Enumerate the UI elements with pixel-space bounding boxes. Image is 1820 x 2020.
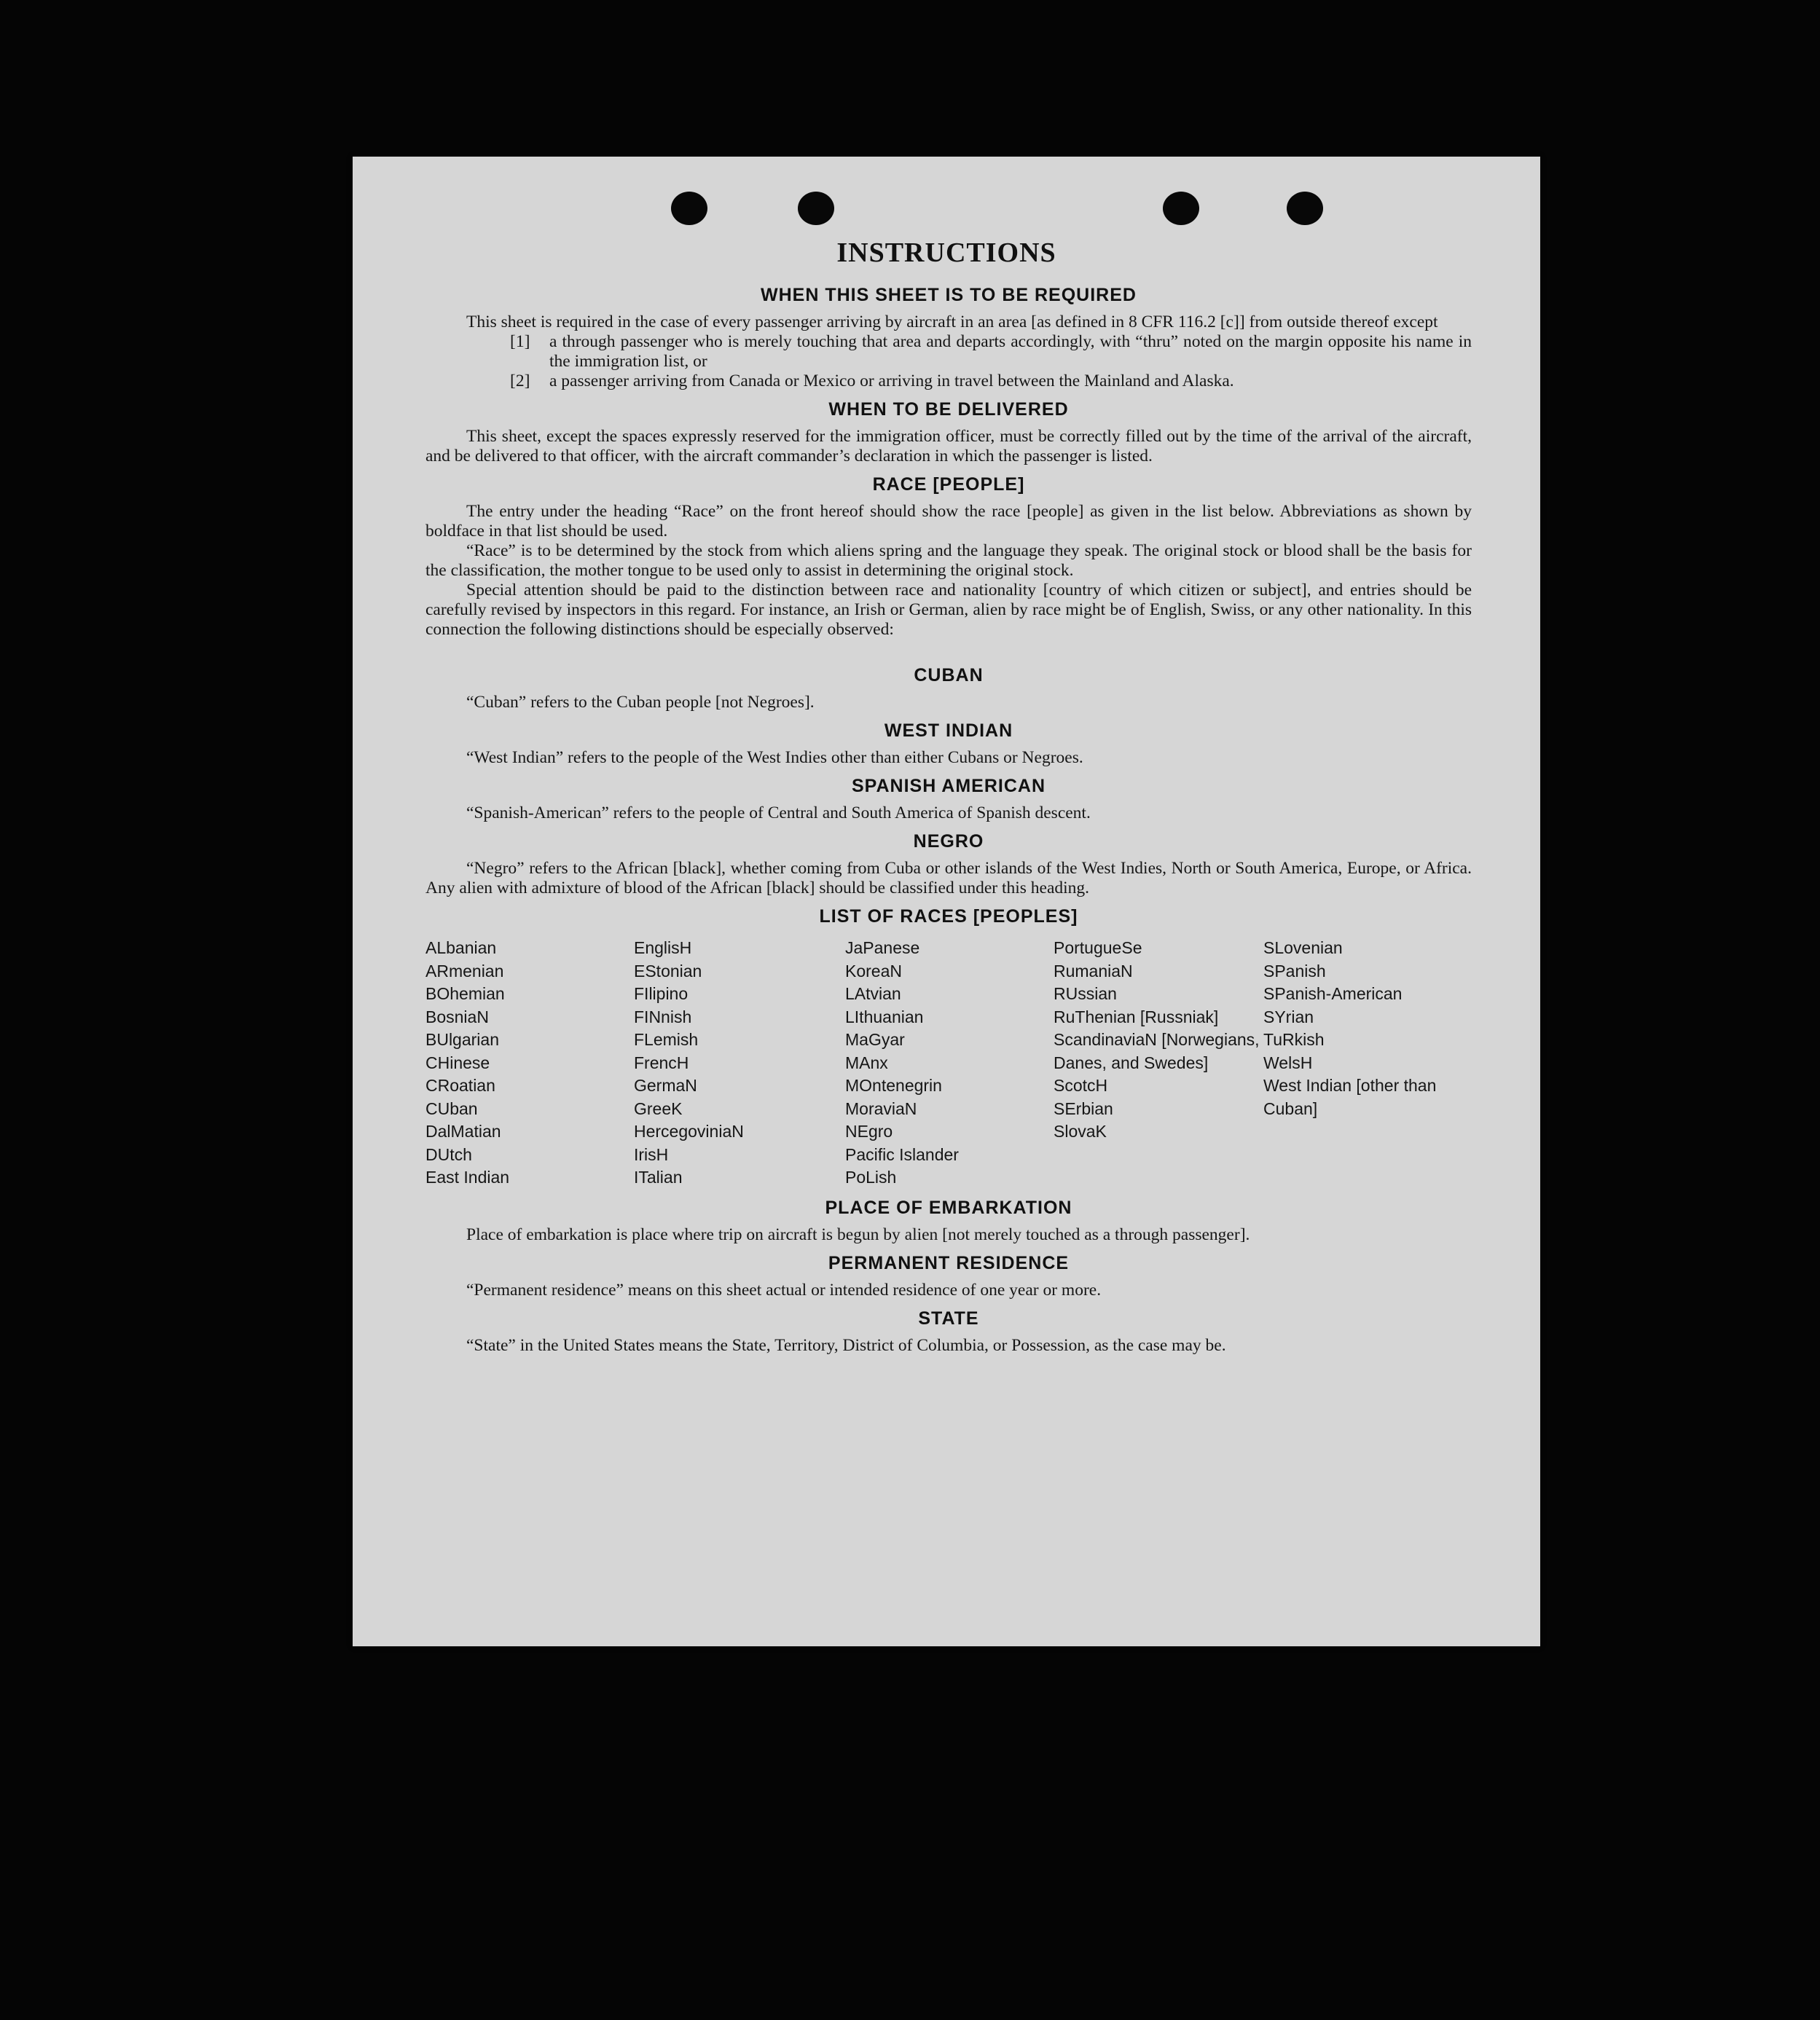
race-column	[845, 937, 1054, 1190]
heading-negro: NEGRO	[913, 831, 984, 852]
race-item: FrencH	[634, 1053, 689, 1072]
paragraph-delivery: This sheet, except the spaces expressly reserved for the immigration officer, must be correctly filled out by the time of the arrival of the aircraft, and be delivered to that officer, with the aircraft commander’s declaration in which the passenger is listed.	[425, 427, 1472, 465]
heading-permanent-residence: PERMANENT RESIDENCE	[828, 1252, 1070, 1273]
paragraph-spanish-american: “Spanish-American” refers to the people of Central and South America of Spanish descent.	[466, 803, 1091, 822]
paragraph-embarkation: Place of embarkation is place where trip on aircraft is begun by alien [not merely touched as a through passenger].	[466, 1225, 1250, 1244]
race-item: CRoatian	[425, 1076, 495, 1095]
race-item: LIthuanian	[845, 1007, 924, 1026]
instructions-body	[425, 277, 1472, 1356]
heading-when-delivered: WHEN TO BE DELIVERED	[828, 399, 1069, 420]
race-column	[425, 937, 634, 1190]
heading-state: STATE	[918, 1308, 979, 1329]
race-item: IrisH	[634, 1144, 669, 1164]
paragraph-race-entry: The entry under the heading “Race” on the front hereof should show the race [people] as given in the list below. Abbreviations as shown by boldface in that list should be used.	[425, 502, 1472, 541]
race-item: CHinese	[425, 1053, 490, 1072]
race-item: EnglisH	[634, 938, 692, 957]
exception-item	[510, 372, 1472, 391]
paragraph-state: “State” in the United States means the State, Territory, District of Columbia, or Possession, as the case may be.	[466, 1335, 1226, 1355]
race-list	[425, 937, 1472, 1190]
race-item: MoraviaN	[845, 1099, 917, 1118]
race-item: SLovenian	[1263, 938, 1343, 957]
race-item: ScandinaviaN [Norwegians, Danes, and Swedes]	[1054, 1030, 1260, 1072]
race-item: PortugueSe	[1054, 938, 1142, 957]
race-item: BUlgarian	[425, 1030, 499, 1049]
heading-race: RACE [PEOPLE]	[872, 474, 1025, 495]
race-item: DUtch	[425, 1144, 472, 1164]
race-item: FIlipino	[634, 984, 689, 1003]
race-item: MaGyar	[845, 1030, 905, 1049]
race-item: WelsH	[1263, 1053, 1313, 1072]
race-column	[634, 937, 845, 1190]
paragraph-cuban: “Cuban” refers to the Cuban people [not Negroes].	[466, 693, 815, 712]
race-item: West Indian [other than Cuban]	[1263, 1076, 1437, 1118]
punch-hole	[671, 192, 707, 225]
race-item: JaPanese	[845, 938, 920, 957]
race-item: GreeK	[634, 1099, 683, 1118]
instruction-sheet	[353, 157, 1540, 1646]
race-item: FLemish	[634, 1030, 699, 1049]
paragraph-race-nationality: Special attention should be paid to the distinction between race and nationality [country of which citizen or subject], and entries should be carefully revised by inspectors in this regard. For instance, an Irish or German, alien by race might be of English, Swiss, or any other nationality. In this connection the following distinctions should be especially observed:	[425, 581, 1472, 639]
race-item: NEgro	[845, 1122, 893, 1141]
race-item: MAnx	[845, 1053, 888, 1072]
race-column	[1054, 937, 1263, 1190]
paragraph-permanent-residence: “Permanent residence” means on this sheet actual or intended residence of one year or more.	[466, 1280, 1102, 1300]
race-item: TuRkish	[1263, 1030, 1325, 1049]
race-item: SPanish	[1263, 961, 1326, 980]
exception-text: a through passenger who is merely touching that area and departs accordingly, with “thru” noted on the margin opposite his name in the immigration list, or	[549, 332, 1472, 371]
race-item: KoreaN	[845, 961, 902, 980]
heading-list-of-races: LIST OF RACES [PEOPLES]	[819, 906, 1078, 927]
race-item: GermaN	[634, 1076, 697, 1095]
race-item: ScotcH	[1054, 1076, 1108, 1095]
race-item: SlovaK	[1054, 1122, 1107, 1141]
paragraph-required-intro: This sheet is required in the case of every passenger arriving by aircraft in an area [as defined in 8 CFR 116.2 [c]] from outside thereof except	[466, 313, 1438, 331]
race-item: BosniaN	[425, 1007, 489, 1026]
exception-text: a passenger arriving from Canada or Mexico or arriving in travel between the Mainland and Alaska.	[549, 372, 1234, 390]
race-item: RumaniaN	[1054, 961, 1133, 980]
race-item: RUssian	[1054, 984, 1117, 1003]
race-item: LAtvian	[845, 984, 901, 1003]
punch-hole	[1287, 192, 1323, 225]
race-item: RuThenian [Russniak]	[1054, 1007, 1219, 1026]
race-item: East Indian	[425, 1168, 510, 1187]
punch-hole	[798, 192, 834, 225]
exception-number: [1]	[510, 332, 530, 351]
race-item: DalMatian	[425, 1122, 501, 1141]
race-item: SYrian	[1263, 1007, 1314, 1026]
race-item: BOhemian	[425, 984, 505, 1003]
exception-number: [2]	[510, 372, 530, 390]
race-item: Pacific Islander	[845, 1144, 959, 1164]
page-title: INSTRUCTIONS	[836, 237, 1056, 268]
paragraph-race-definition: “Race” is to be determined by the stock from which aliens spring and the language they speak. The original stock or blood shall be the basis for the classification, the mother tongue to be used only to assist in determining the original stock.	[425, 541, 1472, 580]
race-item: CUban	[425, 1099, 478, 1118]
paragraph-negro: “Negro” refers to the African [black], whether coming from Cuba or other islands of the West Indies, North or South America, Europe, or Africa. Any alien with admixture of blood of the African [black] should be classified under this heading.	[425, 859, 1472, 897]
heading-spanish-american: SPANISH AMERICAN	[851, 776, 1046, 796]
heading-west-indian: WEST INDIAN	[884, 720, 1013, 741]
race-item: MOntenegrin	[845, 1076, 942, 1095]
punch-hole	[1163, 192, 1199, 225]
heading-when-required: WHEN THIS SHEET IS TO BE REQUIRED	[761, 285, 1137, 305]
race-item: EStonian	[634, 961, 702, 980]
race-item: SPanish-American	[1263, 984, 1403, 1003]
heading-embarkation: PLACE OF EMBARKATION	[825, 1197, 1072, 1218]
heading-cuban: CUBAN	[914, 665, 984, 685]
race-item: ITalian	[634, 1168, 683, 1187]
race-item: ALbanian	[425, 938, 497, 957]
race-item: ARmenian	[425, 961, 504, 980]
race-column	[1263, 937, 1472, 1190]
race-item: FINnish	[634, 1007, 692, 1026]
race-item: PoLish	[845, 1168, 897, 1187]
race-item: SErbian	[1054, 1099, 1113, 1118]
exception-item	[510, 332, 1472, 372]
paragraph-west-indian: “West Indian” refers to the people of the West Indies other than either Cubans or Negroes.	[466, 748, 1083, 767]
race-item: HercegoviniaN	[634, 1122, 744, 1141]
